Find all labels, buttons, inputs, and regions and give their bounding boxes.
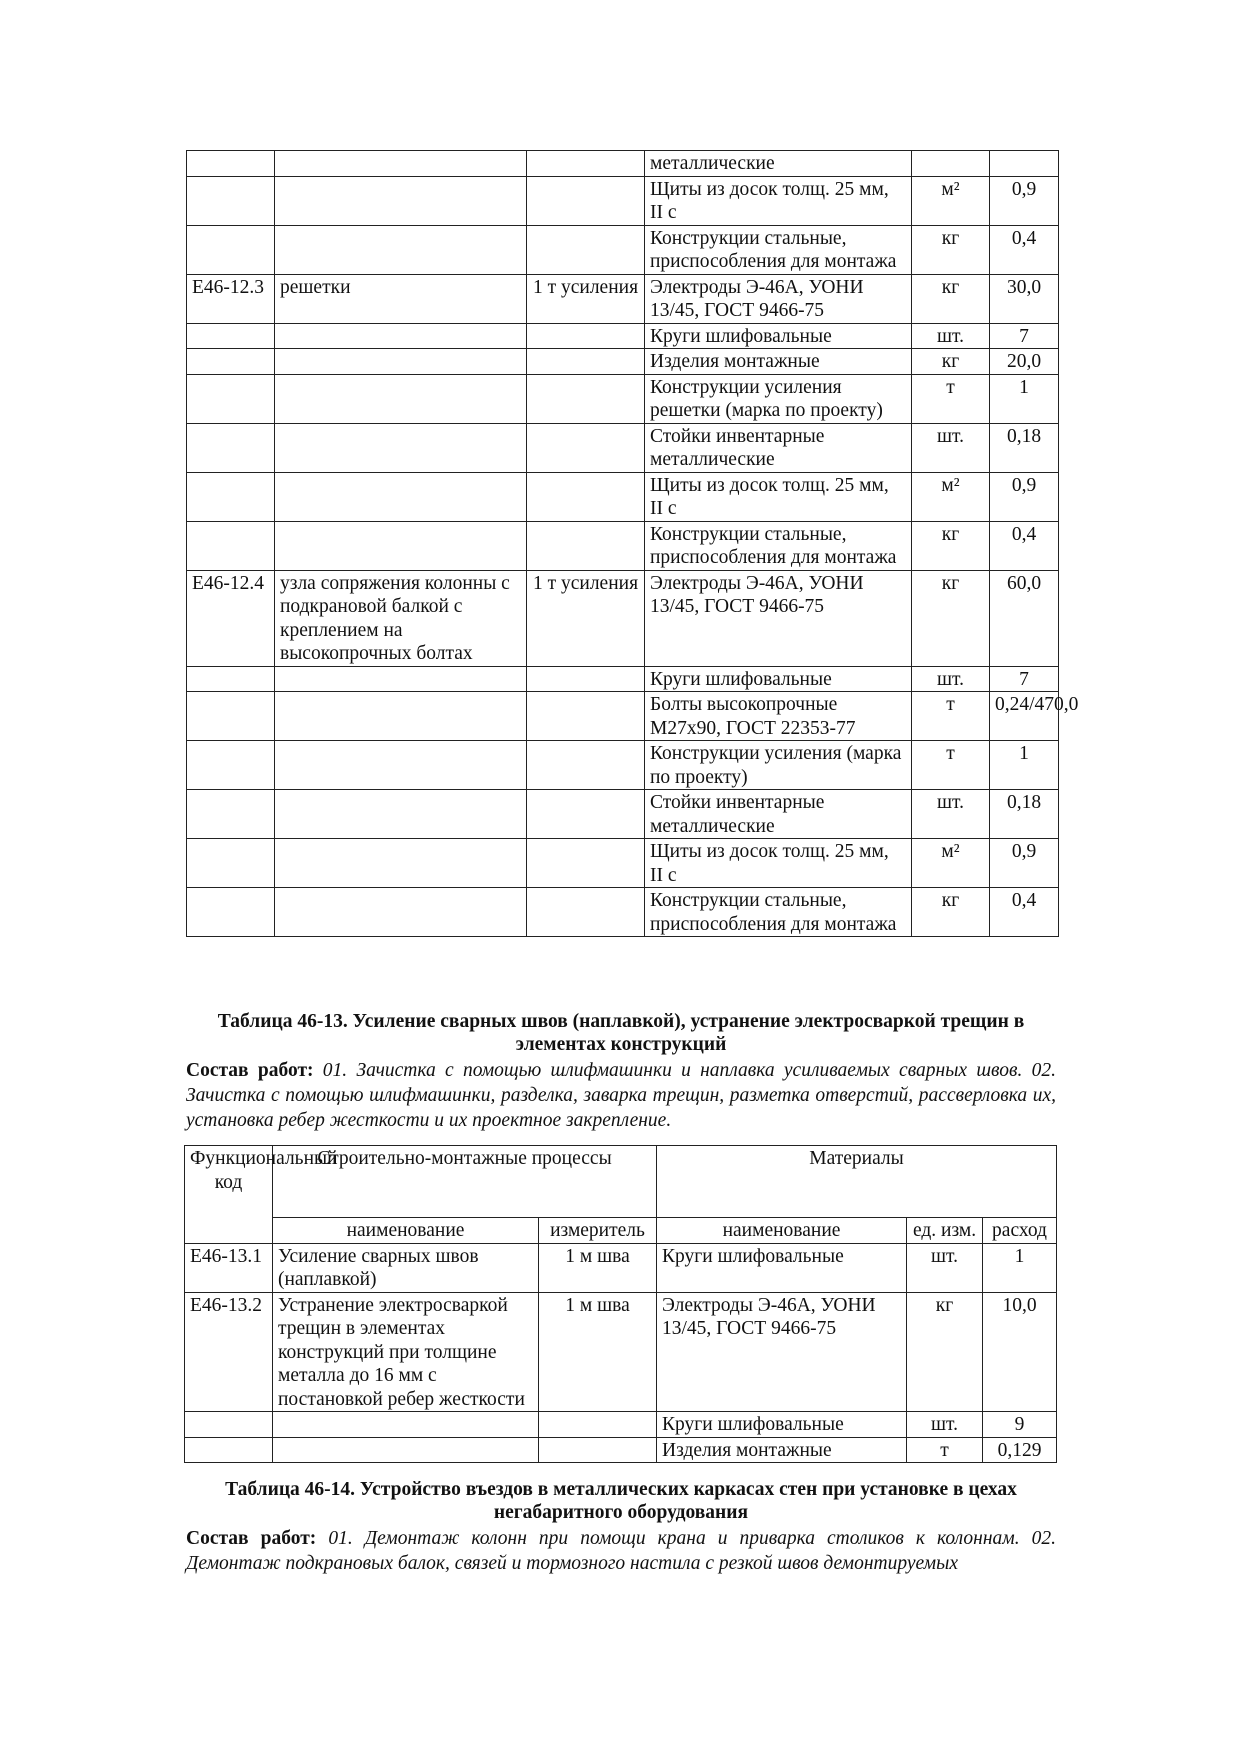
cell-unit: шт. <box>912 790 990 839</box>
cell-qty <box>990 151 1059 177</box>
cell-name <box>275 790 527 839</box>
cell-code <box>187 151 275 177</box>
cell-name <box>275 151 527 177</box>
table-row <box>187 423 1059 472</box>
cell-unit: шт. <box>907 1243 983 1292</box>
cell-unit: кг <box>907 1292 983 1412</box>
table-row <box>187 790 1059 839</box>
cell-name <box>275 323 527 349</box>
cell-code: Е46-12.3 <box>187 274 275 323</box>
header-code: Функциональный код <box>185 1146 273 1244</box>
cell-qty: 0,4 <box>990 225 1059 274</box>
cell-meter <box>527 666 645 692</box>
cell-material: Круги шлифовальные <box>645 323 912 349</box>
cell-code <box>187 374 275 423</box>
cell-name <box>275 839 527 888</box>
cell-unit: кг <box>912 349 990 375</box>
cell-material: Стойки инвентарные металлические <box>645 423 912 472</box>
table-row <box>185 1243 1057 1292</box>
cell-qty: 7 <box>990 323 1059 349</box>
cell-meter <box>527 472 645 521</box>
cell-qty: 7 <box>990 666 1059 692</box>
cell-qty: 0,4 <box>990 521 1059 570</box>
table-row <box>187 888 1059 937</box>
cell-name <box>275 888 527 937</box>
cell-meter <box>527 374 645 423</box>
cell-unit: т <box>907 1437 983 1463</box>
cell-unit: кг <box>912 274 990 323</box>
header-materials: Материалы <box>657 1146 1057 1218</box>
composition-label: Состав работ: <box>186 1528 317 1549</box>
header-meter: измеритель <box>539 1218 657 1244</box>
cell-code <box>187 472 275 521</box>
cell-material: Круги шлифовальные <box>657 1243 907 1292</box>
table-46-14-composition <box>186 1526 1056 1576</box>
cell-name: решетки <box>275 274 527 323</box>
cell-qty: 0,4 <box>990 888 1059 937</box>
cell-qty: 0,24/470,0 <box>990 692 1059 741</box>
cell-material: Круги шлифовальные <box>657 1412 907 1438</box>
cell-name: узла сопряжения колонны с подкрановой балкой с креплением на высокопрочных болтах <box>275 570 527 666</box>
cell-meter: 1 т усиления <box>527 274 645 323</box>
cell-meter <box>527 176 645 225</box>
cell-qty: 0,129 <box>983 1437 1057 1463</box>
cell-material: Электроды Э-46А, УОНИ 13/45, ГОСТ 9466-75 <box>645 274 912 323</box>
table-row <box>187 692 1059 741</box>
cell-material: Конструкции стальные, приспособления для монтажа <box>645 521 912 570</box>
cell-code <box>187 323 275 349</box>
table-row <box>187 839 1059 888</box>
cell-material: Конструкции стальные, приспособления для монтажа <box>645 888 912 937</box>
cell-name <box>275 423 527 472</box>
cell-code <box>187 741 275 790</box>
cell-name <box>275 176 527 225</box>
cell-code <box>185 1412 273 1438</box>
table-46-13 <box>184 1145 1057 1463</box>
table-row <box>187 323 1059 349</box>
cell-name <box>275 472 527 521</box>
cell-meter <box>527 151 645 177</box>
cell-qty: 0,18 <box>990 790 1059 839</box>
cell-meter <box>527 888 645 937</box>
cell-meter <box>539 1437 657 1463</box>
cell-unit: шт. <box>912 423 990 472</box>
cell-unit: т <box>912 692 990 741</box>
cell-name: Устранение электросваркой трещин в элементах конструкций при толщине металла до 16 мм с постановкой ребер жесткости <box>273 1292 539 1412</box>
cell-unit: шт. <box>912 666 990 692</box>
table-row <box>187 521 1059 570</box>
cell-unit: кг <box>912 570 990 666</box>
cell-name <box>273 1437 539 1463</box>
cell-meter <box>527 790 645 839</box>
cell-meter <box>527 692 645 741</box>
cell-material: Щиты из досок толщ. 25 мм, II с <box>645 839 912 888</box>
cell-unit: кг <box>912 225 990 274</box>
table-row <box>187 374 1059 423</box>
table-46-13-composition <box>186 1058 1056 1133</box>
cell-code <box>187 790 275 839</box>
table-row <box>187 741 1059 790</box>
cell-unit <box>912 151 990 177</box>
cell-name <box>275 692 527 741</box>
cell-qty: 0,9 <box>990 839 1059 888</box>
cell-code <box>185 1437 273 1463</box>
cell-code <box>187 839 275 888</box>
cell-qty: 10,0 <box>983 1292 1057 1412</box>
cell-unit: шт. <box>907 1412 983 1438</box>
table-row <box>185 1437 1057 1463</box>
cell-meter: 1 т усиления <box>527 570 645 666</box>
cell-meter: 1 м шва <box>539 1292 657 1412</box>
header-material-name: наименование <box>657 1218 907 1244</box>
header-name: наименование <box>273 1218 539 1244</box>
cell-material: Болты высокопрочные М27х90, ГОСТ 22353-77 <box>645 692 912 741</box>
composition-text: 01. Зачистка с помощью шлифмашинки и наплавка усиливаемых сварных швов. 02. Зачистка с помощью шлифмашинки, разделка, заварка трещин, разметка отверстий, рассверловка их, установка ребер жесткости и их проектное закрепление. <box>186 1060 1056 1131</box>
cell-name <box>273 1412 539 1438</box>
table-row <box>187 666 1059 692</box>
table-46-14-title: Таблица 46-14. Устройство въездов в металлических каркасах стен при установке в цехах негабаритного оборудования <box>225 1479 1017 1523</box>
cell-unit: м² <box>912 472 990 521</box>
cell-unit: т <box>912 741 990 790</box>
cell-meter <box>527 839 645 888</box>
composition-text: 01. Демонтаж колонн при помощи крана и приварка столиков к колоннам. 02. Демонтаж подкрановых балок, связей и тормозного настила с резкой швов демонтируемых <box>186 1528 1056 1574</box>
header-processes: Строительно-монтажные процессы <box>273 1146 657 1218</box>
cell-name <box>275 225 527 274</box>
cell-material: Конструкции усиления решетки (марка по проекту) <box>645 374 912 423</box>
cell-qty: 1 <box>990 741 1059 790</box>
cell-material: Конструкции усиления (марка по проекту) <box>645 741 912 790</box>
cell-qty: 0,9 <box>990 472 1059 521</box>
cell-code <box>187 225 275 274</box>
cell-material: Щиты из досок толщ. 25 мм, II с <box>645 176 912 225</box>
cell-unit: м² <box>912 176 990 225</box>
cell-qty: 0,18 <box>990 423 1059 472</box>
cell-material: Изделия монтажные <box>657 1437 907 1463</box>
table-row <box>187 274 1059 323</box>
table-row <box>187 349 1059 375</box>
cell-code: Е46-13.1 <box>185 1243 273 1292</box>
cell-name <box>275 374 527 423</box>
cell-meter <box>527 323 645 349</box>
table-46-13-title: Таблица 46-13. Усиление сварных швов (наплавкой), устранение электросваркой трещин в элементах конструкций <box>217 1011 1025 1055</box>
cell-code <box>187 349 275 375</box>
cell-meter <box>527 521 645 570</box>
cell-qty: 1 <box>983 1243 1057 1292</box>
cell-qty: 0,9 <box>990 176 1059 225</box>
cell-code <box>187 176 275 225</box>
table-row <box>187 225 1059 274</box>
cell-material: Щиты из досок толщ. 25 мм, II с <box>645 472 912 521</box>
header-unit: ед. изм. <box>907 1218 983 1244</box>
cell-unit: кг <box>912 521 990 570</box>
cell-code <box>187 692 275 741</box>
cell-qty: 1 <box>990 374 1059 423</box>
table-row <box>187 570 1059 666</box>
table-row <box>187 151 1059 177</box>
cell-code: Е46-12.4 <box>187 570 275 666</box>
cell-material: Изделия монтажные <box>645 349 912 375</box>
header-qty: расход <box>983 1218 1057 1244</box>
cell-meter <box>539 1412 657 1438</box>
cell-meter: 1 м шва <box>539 1243 657 1292</box>
table-row <box>187 176 1059 225</box>
cell-material: Электроды Э-46А, УОНИ 13/45, ГОСТ 9466-75 <box>645 570 912 666</box>
cell-meter <box>527 423 645 472</box>
table-row <box>187 472 1059 521</box>
cell-name <box>275 741 527 790</box>
cell-code <box>187 888 275 937</box>
materials-table-46-12 <box>186 150 1079 937</box>
cell-code <box>187 521 275 570</box>
cell-material: Электроды Э-46А, УОНИ 13/45, ГОСТ 9466-75 <box>657 1292 907 1412</box>
cell-material: Конструкции стальные, приспособления для монтажа <box>645 225 912 274</box>
cell-name <box>275 521 527 570</box>
cell-qty: 30,0 <box>990 274 1059 323</box>
cell-meter <box>527 225 645 274</box>
cell-code <box>187 423 275 472</box>
cell-unit: шт. <box>912 323 990 349</box>
cell-unit: т <box>912 374 990 423</box>
cell-name: Усиление сварных швов (наплавкой) <box>273 1243 539 1292</box>
cell-name <box>275 349 527 375</box>
cell-qty: 20,0 <box>990 349 1059 375</box>
cell-material: металлические <box>645 151 912 177</box>
table-row <box>185 1412 1057 1438</box>
cell-unit: м² <box>912 839 990 888</box>
cell-unit: кг <box>912 888 990 937</box>
cell-code: Е46-13.2 <box>185 1292 273 1412</box>
cell-qty: 9 <box>983 1412 1057 1438</box>
cell-material: Круги шлифовальные <box>645 666 912 692</box>
cell-name <box>275 666 527 692</box>
cell-code <box>187 666 275 692</box>
cell-qty: 60,0 <box>990 570 1059 666</box>
table-row <box>185 1292 1057 1412</box>
composition-label: Состав работ: <box>186 1060 314 1081</box>
cell-meter <box>527 741 645 790</box>
cell-material: Стойки инвентарные металлические <box>645 790 912 839</box>
cell-meter <box>527 349 645 375</box>
